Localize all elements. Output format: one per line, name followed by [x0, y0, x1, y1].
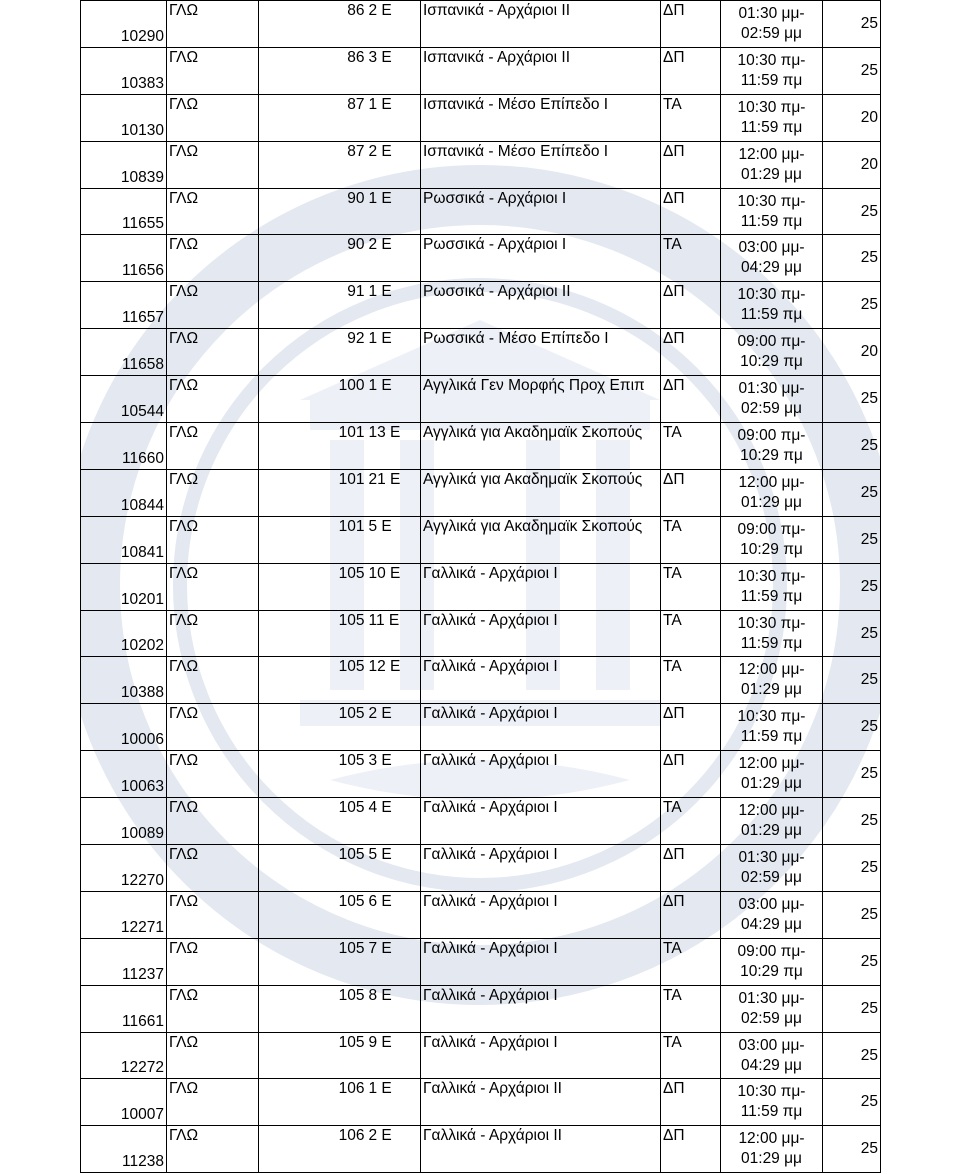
capacity-cell: 25: [823, 751, 881, 798]
time-start: 01:30 μμ-: [738, 989, 805, 1007]
section-cell: 3 Ε: [367, 47, 421, 94]
course-type-cell: ΤΑ: [661, 610, 721, 657]
department-cell: ΓΛΩ: [167, 282, 259, 329]
section-cell: 9 Ε: [367, 1032, 421, 1079]
course-type-cell: ΔΠ: [661, 845, 721, 892]
course-type-cell: ΔΠ: [661, 47, 721, 94]
capacity-cell: 25: [823, 610, 881, 657]
course-title-cell: Γαλλικά - Αρχάριοι Ι: [421, 563, 661, 610]
time-start: 12:00 μμ-: [738, 661, 805, 679]
table-row: [81, 235, 881, 282]
section-cell: 2 Ε: [367, 704, 421, 751]
course-type-cell: ΔΠ: [661, 376, 721, 423]
section-cell: 21 Ε: [367, 469, 421, 516]
course-type-cell: ΔΠ: [661, 704, 721, 751]
course-number-cell: 101: [259, 469, 367, 516]
course-type-cell: ΤΑ: [661, 516, 721, 563]
time-cell: [721, 94, 823, 141]
section-cell: 1 Ε: [367, 282, 421, 329]
capacity-cell: 25: [823, 1126, 881, 1173]
course-title-cell: Γαλλικά - Αρχάριοι Ι: [421, 798, 661, 845]
capacity-cell: 25: [823, 376, 881, 423]
course-code-cell: 12270: [81, 845, 167, 892]
course-type-cell: ΤΑ: [661, 563, 721, 610]
capacity-cell: 25: [823, 845, 881, 892]
time-cell: [721, 47, 823, 94]
course-code-cell: 11655: [81, 188, 167, 235]
time-cell: [721, 423, 823, 470]
section-cell: 1 Ε: [367, 376, 421, 423]
course-number-cell: 105: [259, 563, 367, 610]
time-cell: [721, 845, 823, 892]
table-row: [81, 610, 881, 657]
department-cell: ΓΛΩ: [167, 376, 259, 423]
course-title-cell: Γαλλικά - Αρχάριοι Ι: [421, 657, 661, 704]
course-code-cell: 10544: [81, 376, 167, 423]
section-cell: 4 Ε: [367, 798, 421, 845]
table-row: [81, 516, 881, 563]
time-cell: [721, 798, 823, 845]
department-cell: ΓΛΩ: [167, 1, 259, 48]
course-title-cell: Ρωσσικά - Αρχάριοι ΙΙ: [421, 282, 661, 329]
table-row: [81, 1079, 881, 1126]
course-number-cell: 106: [259, 1126, 367, 1173]
course-number-cell: 92: [259, 329, 367, 376]
course-number-cell: 105: [259, 610, 367, 657]
time-end: 11:59 πμ: [740, 587, 803, 605]
course-type-cell: ΤΑ: [661, 94, 721, 141]
time-cell: [721, 1032, 823, 1079]
course-number-cell: 86: [259, 47, 367, 94]
time-end: 01:29 μμ: [741, 822, 802, 840]
course-code-cell: 12272: [81, 1032, 167, 1079]
section-cell: 1 Ε: [367, 1079, 421, 1126]
time-cell: [721, 282, 823, 329]
time-start: 01:30 μμ-: [738, 4, 805, 22]
department-cell: ΓΛΩ: [167, 1126, 259, 1173]
course-number-cell: 91: [259, 282, 367, 329]
time-end: 01:29 μμ: [741, 1150, 802, 1168]
time-end: 02:59 μμ: [741, 24, 802, 42]
time-end: 10:29 πμ: [740, 446, 803, 464]
table-row: [81, 329, 881, 376]
table-row: [81, 985, 881, 1032]
course-number-cell: 105: [259, 1032, 367, 1079]
course-title-cell: Γαλλικά - Αρχάριοι Ι: [421, 845, 661, 892]
capacity-cell: 25: [823, 657, 881, 704]
time-end: 10:29 πμ: [740, 962, 803, 980]
section-cell: 11 Ε: [367, 610, 421, 657]
time-cell: [721, 1079, 823, 1126]
course-type-cell: ΔΠ: [661, 329, 721, 376]
course-number-cell: 105: [259, 798, 367, 845]
time-end: 11:59 πμ: [740, 728, 803, 746]
course-title-cell: Γαλλικά - Αρχάριοι Ι: [421, 1032, 661, 1079]
section-cell: 1 Ε: [367, 188, 421, 235]
time-end: 01:29 μμ: [741, 775, 802, 793]
time-start: 12:00 μμ-: [738, 1130, 805, 1148]
capacity-cell: 20: [823, 94, 881, 141]
course-title-cell: Γαλλικά - Αρχάριοι Ι: [421, 704, 661, 751]
table-row: [81, 423, 881, 470]
course-code-cell: 10007: [81, 1079, 167, 1126]
course-code-cell: 12271: [81, 891, 167, 938]
department-cell: ΓΛΩ: [167, 751, 259, 798]
department-cell: ΓΛΩ: [167, 423, 259, 470]
time-end: 01:29 μμ: [741, 681, 802, 699]
course-code-cell: 11658: [81, 329, 167, 376]
department-cell: ΓΛΩ: [167, 235, 259, 282]
course-title-cell: Γαλλικά - Αρχάριοι Ι: [421, 891, 661, 938]
course-number-cell: 105: [259, 704, 367, 751]
time-cell: [721, 938, 823, 985]
time-cell: [721, 376, 823, 423]
time-end: 04:29 μμ: [741, 915, 802, 933]
section-cell: 1 Ε: [367, 94, 421, 141]
department-cell: ΓΛΩ: [167, 938, 259, 985]
time-end: 11:59 πμ: [740, 1103, 803, 1121]
course-title-cell: Ρωσσικά - Αρχάριοι Ι: [421, 188, 661, 235]
course-code-cell: 11237: [81, 938, 167, 985]
section-cell: 13 Ε: [367, 423, 421, 470]
capacity-cell: 25: [823, 1, 881, 48]
course-number-cell: 90: [259, 188, 367, 235]
course-number-cell: 87: [259, 94, 367, 141]
table-row: [81, 469, 881, 516]
table-row: [81, 704, 881, 751]
time-start: 10:30 πμ-: [737, 614, 806, 632]
capacity-cell: 25: [823, 47, 881, 94]
course-type-cell: ΤΑ: [661, 985, 721, 1032]
course-number-cell: 90: [259, 235, 367, 282]
time-start: 01:30 μμ-: [738, 848, 805, 866]
course-type-cell: ΤΑ: [661, 938, 721, 985]
time-cell: [721, 235, 823, 282]
capacity-cell: 25: [823, 563, 881, 610]
department-cell: ΓΛΩ: [167, 47, 259, 94]
time-start: 10:30 πμ-: [737, 567, 806, 585]
time-start: 01:30 μμ-: [738, 380, 805, 398]
section-cell: 2 Ε: [367, 1126, 421, 1173]
course-number-cell: 105: [259, 657, 367, 704]
capacity-cell: 25: [823, 235, 881, 282]
table-row: [81, 47, 881, 94]
course-code-cell: 10383: [81, 47, 167, 94]
course-title-cell: Ισπανικά - Μέσο Επίπεδο Ι: [421, 94, 661, 141]
course-title-cell: Γαλλικά - Αρχάριοι ΙΙ: [421, 1079, 661, 1126]
time-cell: [721, 657, 823, 704]
course-title-cell: Ρωσσικά - Αρχάριοι Ι: [421, 235, 661, 282]
section-cell: 10 Ε: [367, 563, 421, 610]
capacity-cell: 25: [823, 1079, 881, 1126]
course-type-cell: ΔΠ: [661, 891, 721, 938]
department-cell: ΓΛΩ: [167, 704, 259, 751]
course-type-cell: ΔΠ: [661, 188, 721, 235]
department-cell: ΓΛΩ: [167, 798, 259, 845]
time-end: 11:59 πμ: [740, 634, 803, 652]
course-code-cell: 11656: [81, 235, 167, 282]
time-start: 12:00 μμ-: [738, 473, 805, 491]
course-number-cell: 86: [259, 1, 367, 48]
table-row: [81, 798, 881, 845]
capacity-cell: 25: [823, 938, 881, 985]
capacity-cell: 25: [823, 469, 881, 516]
time-cell: [721, 516, 823, 563]
course-title-cell: Αγγλικά για Ακαδημαϊκ Σκοπούς: [421, 516, 661, 563]
course-code-cell: 10388: [81, 657, 167, 704]
table-row: [81, 891, 881, 938]
course-type-cell: ΤΑ: [661, 798, 721, 845]
time-end: 04:29 μμ: [741, 1056, 802, 1074]
course-code-cell: 10844: [81, 469, 167, 516]
capacity-cell: 25: [823, 985, 881, 1032]
course-title-cell: Γαλλικά - Αρχάριοι Ι: [421, 938, 661, 985]
course-title-cell: Ισπανικά - Μέσο Επίπεδο Ι: [421, 141, 661, 188]
time-end: 02:59 μμ: [741, 400, 802, 418]
table-row: [81, 751, 881, 798]
time-end: 10:29 πμ: [740, 540, 803, 558]
course-code-cell: 11661: [81, 985, 167, 1032]
course-title-cell: Ισπανικά - Αρχάριοι ΙΙ: [421, 1, 661, 48]
section-cell: 2 Ε: [367, 141, 421, 188]
capacity-cell: 25: [823, 282, 881, 329]
course-type-cell: ΔΠ: [661, 282, 721, 329]
course-code-cell: 10006: [81, 704, 167, 751]
table-row: [81, 845, 881, 892]
section-cell: 5 Ε: [367, 516, 421, 563]
course-type-cell: ΔΠ: [661, 1126, 721, 1173]
course-type-cell: ΤΑ: [661, 1032, 721, 1079]
time-start: 10:30 πμ-: [737, 1083, 806, 1101]
table-row: [81, 188, 881, 235]
department-cell: ΓΛΩ: [167, 845, 259, 892]
time-start: 09:00 πμ-: [737, 333, 806, 351]
department-cell: ΓΛΩ: [167, 188, 259, 235]
section-cell: 7 Ε: [367, 938, 421, 985]
course-code-cell: 11238: [81, 1126, 167, 1173]
section-cell: 3 Ε: [367, 751, 421, 798]
capacity-cell: 20: [823, 329, 881, 376]
section-cell: 2 Ε: [367, 235, 421, 282]
time-end: 01:29 μμ: [741, 493, 802, 511]
course-type-cell: ΔΠ: [661, 751, 721, 798]
time-end: 01:29 μμ: [741, 165, 802, 183]
time-start: 03:00 μμ-: [738, 1036, 805, 1054]
course-number-cell: 100: [259, 376, 367, 423]
course-number-cell: 87: [259, 141, 367, 188]
department-cell: ΓΛΩ: [167, 610, 259, 657]
course-type-cell: ΔΠ: [661, 1, 721, 48]
table-row: [81, 563, 881, 610]
table-row: [81, 376, 881, 423]
time-start: 03:00 μμ-: [738, 239, 805, 257]
course-code-cell: 10202: [81, 610, 167, 657]
time-cell: [721, 188, 823, 235]
capacity-cell: 25: [823, 423, 881, 470]
time-cell: [721, 704, 823, 751]
course-type-cell: ΔΠ: [661, 141, 721, 188]
time-start: 03:00 μμ-: [738, 895, 805, 913]
table-row: [81, 94, 881, 141]
course-code-cell: 11657: [81, 282, 167, 329]
table-row: [81, 1, 881, 48]
time-end: 02:59 μμ: [741, 1009, 802, 1027]
department-cell: ΓΛΩ: [167, 94, 259, 141]
time-cell: [721, 329, 823, 376]
capacity-cell: 25: [823, 516, 881, 563]
time-end: 10:29 πμ: [740, 353, 803, 371]
time-end: 11:59 πμ: [740, 71, 803, 89]
course-schedule-table: [80, 0, 881, 1173]
time-cell: [721, 141, 823, 188]
time-end: 11:59 πμ: [740, 118, 803, 136]
department-cell: ΓΛΩ: [167, 141, 259, 188]
department-cell: ΓΛΩ: [167, 657, 259, 704]
course-title-cell: Ρωσσικά - Μέσο Επίπεδο Ι: [421, 329, 661, 376]
time-start: 09:00 πμ-: [737, 942, 806, 960]
course-number-cell: 106: [259, 1079, 367, 1126]
time-cell: [721, 985, 823, 1032]
course-type-cell: ΔΠ: [661, 469, 721, 516]
table-row: [81, 1032, 881, 1079]
department-cell: ΓΛΩ: [167, 891, 259, 938]
capacity-cell: 25: [823, 1032, 881, 1079]
time-cell: [721, 469, 823, 516]
time-start: 10:30 πμ-: [737, 708, 806, 726]
section-cell: 5 Ε: [367, 845, 421, 892]
course-code-cell: 10290: [81, 1, 167, 48]
time-end: 02:59 μμ: [741, 868, 802, 886]
time-cell: [721, 1, 823, 48]
time-start: 12:00 μμ-: [738, 755, 805, 773]
course-type-cell: ΔΠ: [661, 1079, 721, 1126]
department-cell: ΓΛΩ: [167, 516, 259, 563]
time-cell: [721, 610, 823, 657]
table-row: [81, 657, 881, 704]
course-code-cell: 10841: [81, 516, 167, 563]
capacity-cell: 25: [823, 704, 881, 751]
course-title-cell: Αγγλικά για Ακαδημαϊκ Σκοπούς: [421, 423, 661, 470]
section-cell: 8 Ε: [367, 985, 421, 1032]
time-cell: [721, 563, 823, 610]
time-start: 09:00 πμ-: [737, 520, 806, 538]
course-number-cell: 105: [259, 751, 367, 798]
course-code-cell: 10839: [81, 141, 167, 188]
department-cell: ΓΛΩ: [167, 985, 259, 1032]
department-cell: ΓΛΩ: [167, 563, 259, 610]
course-code-cell: 10089: [81, 798, 167, 845]
course-number-cell: 105: [259, 938, 367, 985]
time-start: 12:00 μμ-: [738, 145, 805, 163]
time-start: 10:30 πμ-: [737, 192, 806, 210]
table-row: [81, 938, 881, 985]
course-number-cell: 105: [259, 891, 367, 938]
capacity-cell: 25: [823, 798, 881, 845]
time-end: 11:59 πμ: [740, 212, 803, 230]
course-title-cell: Γαλλικά - Αρχάριοι ΙΙ: [421, 1126, 661, 1173]
section-cell: 1 Ε: [367, 329, 421, 376]
course-title-cell: Αγγλικά για Ακαδημαϊκ Σκοπούς: [421, 469, 661, 516]
course-type-cell: ΤΑ: [661, 657, 721, 704]
time-start: 12:00 μμ-: [738, 802, 805, 820]
time-start: 09:00 πμ-: [737, 426, 806, 444]
course-code-cell: 11660: [81, 423, 167, 470]
course-number-cell: 105: [259, 985, 367, 1032]
course-number-cell: 101: [259, 423, 367, 470]
section-cell: 12 Ε: [367, 657, 421, 704]
course-number-cell: 101: [259, 516, 367, 563]
department-cell: ΓΛΩ: [167, 469, 259, 516]
time-cell: [721, 751, 823, 798]
course-title-cell: Ισπανικά - Αρχάριοι ΙΙ: [421, 47, 661, 94]
time-start: 10:30 πμ-: [737, 51, 806, 69]
capacity-cell: 25: [823, 891, 881, 938]
course-type-cell: ΤΑ: [661, 423, 721, 470]
department-cell: ΓΛΩ: [167, 1032, 259, 1079]
time-start: 10:30 πμ-: [737, 98, 806, 116]
time-cell: [721, 891, 823, 938]
course-code-cell: 10130: [81, 94, 167, 141]
course-code-cell: 10201: [81, 563, 167, 610]
table-row: [81, 141, 881, 188]
course-title-cell: Γαλλικά - Αρχάριοι Ι: [421, 985, 661, 1032]
time-end: 11:59 πμ: [740, 306, 803, 324]
capacity-cell: 20: [823, 141, 881, 188]
capacity-cell: 25: [823, 188, 881, 235]
course-title-cell: Γαλλικά - Αρχάριοι Ι: [421, 610, 661, 657]
table-row: [81, 1126, 881, 1173]
course-code-cell: 10063: [81, 751, 167, 798]
time-start: 10:30 πμ-: [737, 286, 806, 304]
course-number-cell: 105: [259, 845, 367, 892]
table-row: [81, 282, 881, 329]
course-type-cell: ΤΑ: [661, 235, 721, 282]
section-cell: 6 Ε: [367, 891, 421, 938]
time-cell: [721, 1126, 823, 1173]
course-title-cell: Αγγλικά Γεν Μορφής Προχ Επιπ: [421, 376, 661, 423]
course-title-cell: Γαλλικά - Αρχάριοι Ι: [421, 751, 661, 798]
department-cell: ΓΛΩ: [167, 329, 259, 376]
time-end: 04:29 μμ: [741, 259, 802, 277]
department-cell: ΓΛΩ: [167, 1079, 259, 1126]
section-cell: 2 Ε: [367, 1, 421, 48]
